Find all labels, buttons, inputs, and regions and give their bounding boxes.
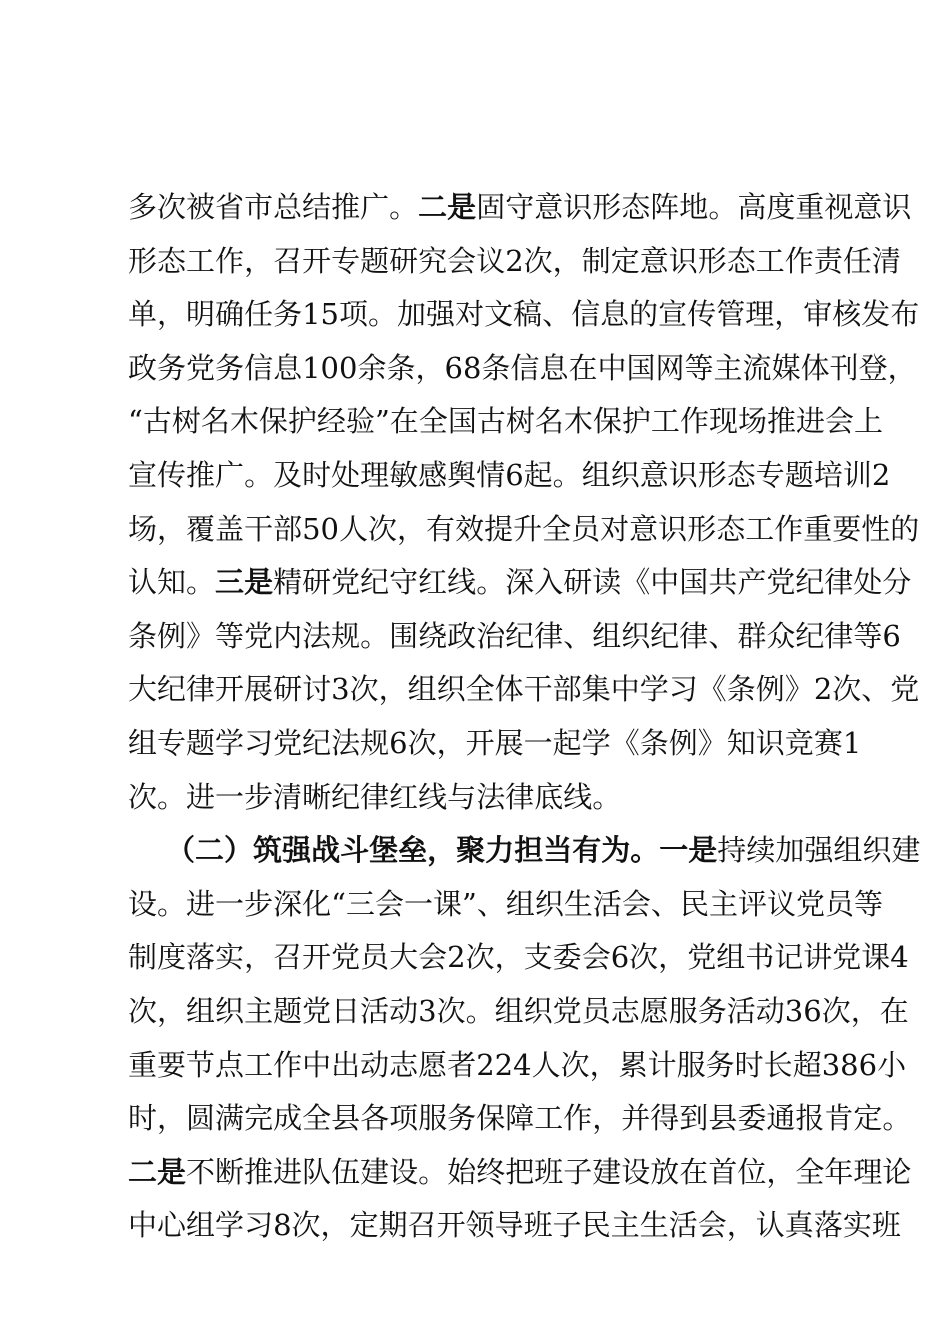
text-line: 单 ， 明 确 任 务 15 项 。 加 强 对 文 稿 、 信 息 的 宣 传 管 理 ， 审 核 发 布: [128, 297, 920, 332]
text-line: 形 态 工 作 ， 召 开 专 题 研 究 会 议 2 次 ， 制 定 意 识 形 态 工 作 责 任 清: [128, 243, 901, 278]
text-line: 场 ， 覆 盖 干 部 50 人 次 ， 有 效 提 升 全 员 对 意 识 形 态 工 作 重 要 性 的: [128, 511, 920, 546]
text-line: 宣 传 推 广 。 及 时 处 理 敏 感 舆 情 6 起 。 组 织 意 识 形 态 专 题 培 训 2: [128, 457, 891, 492]
text-line: 次 。 进 一 步 清 晰 纪 律 红 线 与 法 律 底 线 。: [128, 779, 622, 814]
text-line: 时 ， 圆 满 完 成 全 县 各 项 服 务 保 障 工 作 ， 并 得 到 县 委 通 报 肯 定 。: [128, 1101, 912, 1136]
text-line: “ 古 树 名 木 保 护 经 验 ” 在 全 国 古 树 名 木 保 护 工 作 现 场 推 进 会 上: [128, 404, 884, 439]
text-line: 设 。 进 一 步 深 化 “ 三 会 一 课 ” 、 组 织 生 活 会 、 民 主 评 议 党 员 等: [128, 886, 884, 921]
text-line: 组 专 题 学 习 党 纪 法 规 6 次 ， 开 展 一 起 学 《 条 例 》 知 识 竞 赛 1: [128, 725, 862, 760]
text-line: 多 次 被 省 市 总 结 推 广 。 二 是 固 守 意 识 形 态 阵 地 。 高 度 重 视 意 识: [128, 190, 912, 224]
text-line: 政 务 党 务 信 息 100 余 条 ， 68 条 信 息 在 中 国 网 等 主 流 媒 体 刊 登 ，: [128, 350, 917, 385]
text-line: 认 知 。 三 是 精 研 党 纪 守 红 线 。 深 入 研 读 《 中 国 共 产 党 纪 律 处 分: [128, 565, 912, 600]
text-line: 次 ， 组 织 主 题 党 日 活 动 3 次 。 组 织 党 员 志 愿 服 务 活 动 36 次 ， 在: [128, 993, 909, 1028]
text-line: 中 心 组 学 习 8 次 ， 定 期 召 开 领 导 班 子 民 主 生 活 会 ， 认 真 落 实 班: [128, 1208, 901, 1243]
text-line: 大 纪 律 开 展 研 讨 3 次 ， 组 织 全 体 干 部 集 中 学 习 《 条 例 》 2 次 、 党: [128, 672, 920, 707]
text-line: 条 例 》 等 党 内 法 规 。 围 绕 政 治 纪 律 、 组 织 纪 律 、 群 众 纪 律 等 6: [128, 618, 901, 653]
text-line: 二 是 不 断 推 进 队 伍 建 设 。 始 终 把 班 子 建 设 放 在 首 位 ， 全 年 理 论: [128, 1154, 912, 1189]
text-line: 制 度 落 实 ， 召 开 党 员 大 会 2 次 ， 支 委 会 6 次 ， 党 组 书 记 讲 党 课 4: [128, 940, 909, 975]
document-body: [128, 181, 921, 1253]
text-line: 重 要 节 点 工 作 中 出 动 志 愿 者 224 人 次 ， 累 计 服 务 时 长 超 386 小: [128, 1047, 907, 1082]
text-line: （ 二 ） 筑 强 战 斗 堡 垒 ， 聚 力 担 当 有 为 。 一 是 持 续 加 强 组 织 建: [166, 833, 921, 868]
